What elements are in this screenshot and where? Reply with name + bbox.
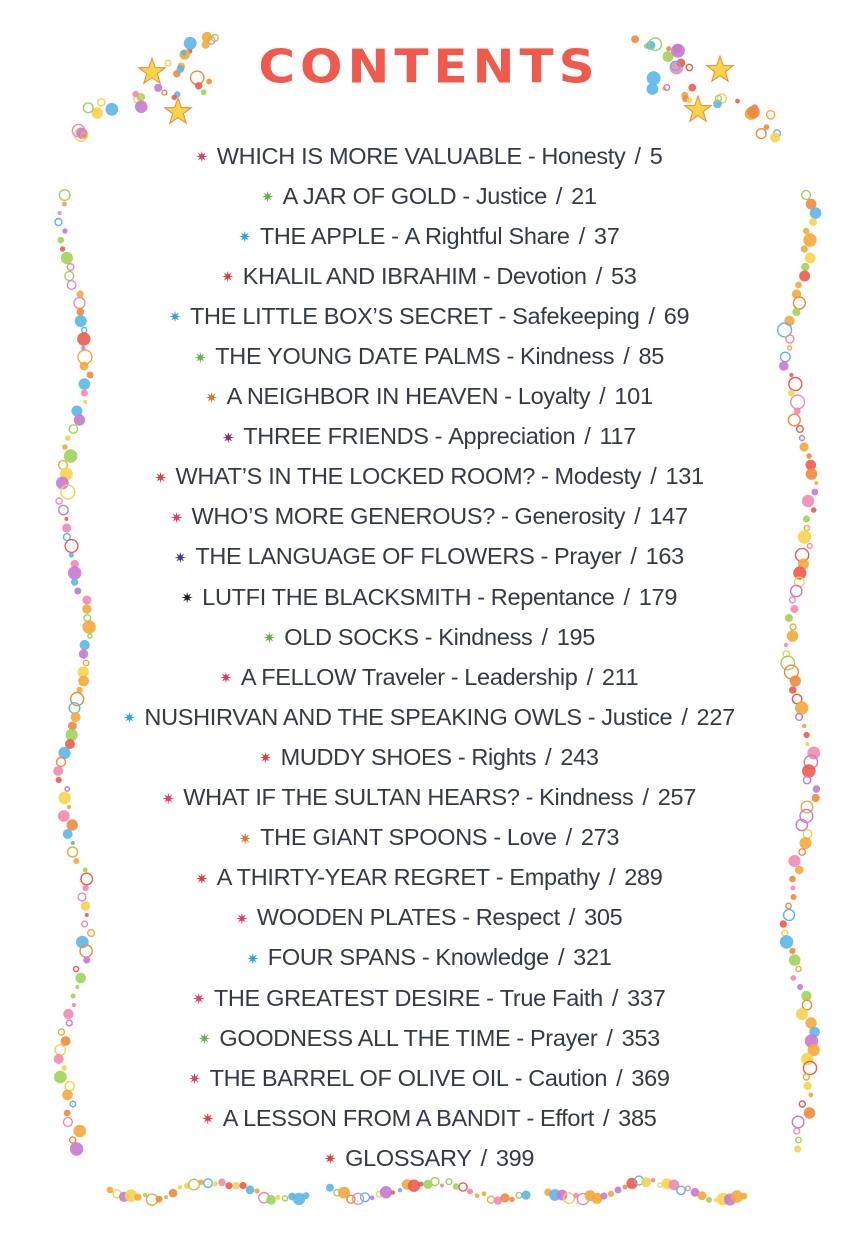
dash-separator: - — [421, 944, 430, 971]
bubble-decoration — [239, 1182, 246, 1189]
bubble-decoration — [198, 1179, 204, 1185]
bubble-decoration — [475, 1193, 480, 1198]
slash-separator: / — [565, 824, 572, 851]
dash-separator: - — [541, 463, 549, 490]
dash-separator: - — [525, 784, 534, 811]
star-bullet-icon: ✷ — [238, 830, 252, 848]
star-bullet-icon: ✷ — [180, 590, 194, 608]
star-bullet-icon: ✷ — [262, 630, 276, 648]
entry-theme: Justice — [601, 703, 673, 730]
bubble-decoration — [266, 1195, 276, 1205]
bubble-decoration — [467, 1188, 473, 1194]
slash-separator: / — [586, 663, 593, 690]
toc-entry[interactable] — [0, 417, 858, 457]
slash-separator: / — [623, 583, 630, 610]
bubble-decoration — [482, 1191, 487, 1196]
dash-separator: - — [587, 703, 596, 730]
entry-theme: A Rightful Share — [404, 222, 570, 249]
bubble-decoration — [361, 1193, 370, 1202]
entry-theme: Knowledge — [435, 944, 549, 971]
entry-title: OLD SOCKS — [284, 623, 419, 650]
slash-separator: / — [541, 623, 548, 650]
star-bullet-icon: ✷ — [221, 269, 234, 287]
bubble-decoration — [178, 1185, 183, 1190]
entry-page-number: 305 — [584, 904, 623, 931]
star-bullet-icon: ✷ — [261, 189, 274, 207]
dash-separator: - — [526, 1104, 534, 1131]
star-bullet-icon: ✷ — [219, 670, 232, 688]
star-bullet-icon: ✷ — [195, 149, 208, 167]
entry-page-number: 385 — [618, 1104, 657, 1131]
star-bullet-icon: ✷ — [193, 349, 207, 367]
bubble-decoration — [218, 1179, 226, 1187]
entry-theme: Repentance — [490, 583, 615, 610]
bubble-decoration — [246, 1185, 255, 1194]
slash-separator: / — [545, 743, 552, 770]
star-bullet-icon: ✷ — [221, 429, 235, 447]
toc-entry[interactable] — [0, 778, 858, 818]
entry-title: WOODEN PLATES — [256, 904, 457, 931]
bubble-decoration — [107, 1187, 114, 1194]
slash-separator: / — [623, 343, 630, 370]
entry-page-number: 211 — [601, 663, 639, 690]
entry-title: THE LANGUAGE OF FLOWERS — [195, 543, 535, 570]
entry-title: THE LITTLE BOX’S SECRET — [190, 302, 493, 329]
bubble-decoration — [509, 1197, 514, 1202]
dash-separator: - — [450, 663, 459, 690]
entry-title: FOUR SPANS — [267, 944, 416, 971]
entry-title: KHALIL AND IBRAHIM — [242, 262, 477, 289]
toc-entry[interactable] — [0, 1098, 858, 1138]
entry-page-number: 369 — [631, 1064, 670, 1091]
toc-entry[interactable] — [0, 216, 858, 256]
entry-title: WHAT IF THE SULTAN HEARS? — [183, 784, 520, 811]
bubble-decoration — [706, 1197, 712, 1203]
bubble-decoration — [232, 1182, 239, 1189]
bubble-decoration — [380, 1186, 392, 1198]
star-bullet-icon: ✷ — [246, 950, 259, 968]
entry-title: GOODNESS ALL THE TIME — [219, 1024, 511, 1051]
dash-separator: - — [486, 984, 494, 1011]
bubble-decoration — [204, 1179, 213, 1188]
entry-theme: Appreciation — [448, 423, 576, 450]
entry-title: GLOSSARY — [345, 1144, 472, 1171]
bubble-decoration — [747, 106, 760, 119]
entry-theme: Leadership — [464, 663, 578, 690]
entry-theme: Devotion — [496, 262, 587, 289]
bubble-decoration — [303, 1192, 310, 1199]
entry-theme: Kindness — [519, 343, 615, 370]
star-bullet-icon: ✷ — [174, 549, 187, 567]
dash-separator: - — [495, 864, 504, 891]
bubble-decoration — [677, 1186, 685, 1194]
entry-page-number: 399 — [495, 1144, 535, 1171]
bubble-decoration — [156, 1196, 163, 1203]
toc-entry[interactable] — [0, 858, 858, 898]
slash-separator: / — [634, 142, 641, 169]
entry-title: THE BARREL OF OLIVE OIL — [209, 1064, 509, 1091]
entry-page-number: 131 — [665, 463, 704, 490]
entry-theme: Modesty — [554, 463, 642, 490]
entry-page-number: 273 — [580, 824, 620, 851]
slash-separator: / — [611, 984, 619, 1011]
entry-theme: Rights — [471, 743, 537, 770]
entry-page-number: 321 — [573, 944, 612, 971]
bubble-decoration — [459, 1183, 467, 1191]
dash-separator: - — [498, 302, 507, 329]
slash-separator: / — [584, 423, 591, 450]
star-bullet-icon: ✷ — [235, 910, 248, 928]
star-bullet-icon: ✷ — [188, 1071, 201, 1089]
star-bullet-icon: ✷ — [192, 991, 205, 1009]
bubble-decoration — [169, 1189, 178, 1198]
bubble-decoration — [431, 1178, 439, 1186]
entry-title: MUDDY SHOES — [280, 743, 452, 770]
slash-separator: / — [602, 1104, 610, 1131]
bubble-decoration — [641, 1177, 651, 1187]
slash-separator: / — [568, 904, 576, 931]
slash-separator: / — [650, 463, 657, 490]
dash-separator: - — [391, 222, 399, 249]
slash-separator: / — [578, 222, 585, 249]
dash-separator: - — [506, 343, 514, 370]
entry-page-number: 163 — [645, 543, 684, 570]
entry-title: NUSHIRVAN AND THE SPEAKING OWLS — [144, 703, 582, 730]
page-title: CONTENTS — [258, 40, 600, 94]
table-of-contents — [0, 136, 858, 1178]
bubble-decoration — [516, 1192, 522, 1198]
bubble-decoration — [135, 101, 148, 114]
slash-separator: / — [599, 383, 606, 410]
entry-theme: Prayer — [553, 543, 622, 570]
bubble-decoration — [488, 1196, 495, 1203]
bubble-decoration — [164, 1195, 168, 1199]
slash-separator: / — [608, 864, 616, 891]
slash-separator: / — [606, 1024, 613, 1051]
entry-title: WHAT’S IN THE LOCKED ROOM? — [175, 463, 536, 490]
bubble-decoration — [98, 99, 105, 106]
entry-theme: Safekeeping — [512, 302, 640, 329]
bubble-decoration — [408, 1180, 420, 1192]
star-bullet-icon: ✷ — [123, 710, 136, 728]
bubble-decoration — [134, 1194, 141, 1201]
entry-page-number: 69 — [663, 302, 690, 329]
bubble-decoration — [521, 1191, 530, 1200]
slash-separator: / — [480, 1144, 487, 1171]
bubble-decoration — [698, 1191, 707, 1200]
bubble-decoration — [275, 1195, 280, 1200]
star-bullet-icon: ✷ — [259, 750, 272, 768]
bubble-decoration — [212, 1181, 217, 1186]
slash-separator: / — [642, 784, 649, 811]
bubble-decoration — [686, 1186, 691, 1191]
toc-entry[interactable] — [0, 136, 858, 176]
toc-entry[interactable] — [0, 1058, 858, 1098]
bubble-decoration — [767, 111, 775, 119]
entry-theme: Empathy — [509, 864, 600, 891]
entry-theme: Generosity — [514, 503, 626, 530]
entry-title: WHO’S MORE GENEROUS? — [191, 503, 495, 530]
entry-theme: Caution — [528, 1064, 608, 1091]
bubble-decoration — [189, 1179, 200, 1190]
bubble-decoration — [741, 1193, 748, 1200]
toc-entry[interactable] — [0, 657, 858, 697]
entry-page-number: 101 — [614, 383, 653, 410]
entry-page-number: 257 — [657, 784, 696, 811]
star-bullet-icon: ✷ — [198, 1031, 211, 1049]
star-bullet-icon: ✷ — [168, 309, 181, 327]
entry-title: A NEIGHBOR IN HEAVEN — [226, 383, 499, 410]
star-decoration — [165, 98, 192, 123]
toc-entry[interactable] — [0, 176, 858, 216]
bubble-decoration — [282, 1196, 287, 1201]
dash-separator: - — [514, 1064, 523, 1091]
bubble-decoration — [172, 95, 177, 100]
entry-page-number: 195 — [556, 623, 596, 650]
bubble-decoration — [658, 1183, 662, 1187]
dash-separator: - — [527, 142, 536, 169]
toc-entry[interactable] — [0, 978, 858, 1018]
entry-title: THE YOUNG DATE PALMS — [215, 343, 501, 370]
bubble-decoration — [687, 97, 693, 103]
entry-theme: Kindness — [438, 623, 533, 650]
entry-title: A THIRTY-YEAR REGRET — [216, 864, 490, 891]
entry-theme: Love — [506, 824, 557, 851]
bubble-decoration — [500, 1193, 509, 1202]
entry-theme: Respect — [475, 904, 560, 931]
bubble-decoration — [440, 1183, 444, 1187]
toc-entry[interactable] — [0, 577, 858, 617]
bubble-decoration — [370, 1195, 375, 1200]
toc-entry[interactable] — [0, 737, 858, 777]
entry-title: THE GREATEST DESIRE — [213, 984, 481, 1011]
dash-separator: - — [540, 543, 548, 570]
bubble-decoration — [419, 1182, 424, 1187]
bubble-decoration — [615, 1187, 622, 1194]
bubble-decoration — [83, 103, 93, 113]
entry-title: A FELLOW Traveler — [240, 663, 445, 690]
toc-entry[interactable] — [0, 617, 858, 657]
entry-title: THE GIANT SPOONS — [260, 824, 488, 851]
slash-separator: / — [595, 262, 602, 289]
entry-title: LUTFI THE BLACKSMITH — [202, 583, 472, 610]
entry-page-number: 37 — [593, 222, 620, 249]
dash-separator: - — [482, 262, 491, 289]
bubble-decoration — [651, 1178, 656, 1183]
bubble-decoration — [735, 99, 740, 104]
dash-separator: - — [477, 583, 485, 610]
toc-entry[interactable] — [0, 898, 858, 938]
star-bullet-icon: ✷ — [170, 509, 183, 527]
entry-theme: Prayer — [529, 1024, 598, 1051]
toc-entry[interactable] — [0, 697, 858, 737]
slash-separator: / — [681, 703, 688, 730]
entry-title: THE APPLE — [259, 222, 386, 249]
dash-separator: - — [457, 743, 466, 770]
dash-separator: - — [501, 503, 509, 530]
toc-entry[interactable] — [0, 497, 858, 537]
bubble-decoration — [225, 1182, 232, 1189]
dash-separator: - — [504, 383, 512, 410]
dash-separator: - — [462, 182, 470, 209]
toc-entry[interactable] — [0, 818, 858, 858]
bubble-decoration — [326, 1184, 334, 1192]
star-bullet-icon: ✷ — [201, 1111, 214, 1129]
entry-page-number: 53 — [610, 262, 637, 289]
slash-separator: / — [630, 543, 637, 570]
bubble-decoration — [623, 1185, 628, 1190]
dash-separator: - — [516, 1024, 524, 1051]
entry-page-number: 5 — [649, 142, 663, 169]
star-bullet-icon: ✷ — [323, 1151, 337, 1169]
entry-page-number: 147 — [649, 503, 688, 530]
star-bullet-icon: ✷ — [238, 229, 251, 247]
entry-title: A LESSON FROM A BANDIT — [222, 1104, 521, 1131]
slash-separator: / — [555, 182, 563, 209]
entry-theme: Effort — [540, 1104, 594, 1131]
entry-title: THREE FRIENDS — [243, 423, 429, 450]
entry-page-number: 85 — [638, 343, 665, 370]
entry-theme: Kindness — [539, 784, 634, 811]
entry-page-number: 227 — [696, 703, 735, 730]
dash-separator: - — [493, 824, 501, 851]
bubble-decoration — [398, 1188, 402, 1192]
toc-entry[interactable] — [0, 457, 858, 497]
entry-page-number: 337 — [627, 984, 666, 1011]
slash-separator: / — [634, 503, 641, 530]
bubble-decoration — [105, 103, 118, 116]
bubble-decoration — [143, 1193, 147, 1197]
toc-entry[interactable] — [0, 938, 858, 978]
star-bullet-icon: ✷ — [154, 469, 167, 487]
toc-entry[interactable] — [0, 377, 858, 417]
entry-page-number: 179 — [638, 583, 678, 610]
slash-separator: / — [648, 302, 655, 329]
toc-entry[interactable] — [0, 296, 858, 336]
bubble-decoration — [764, 124, 770, 130]
toc-entry[interactable] — [0, 336, 858, 376]
toc-entry[interactable] — [0, 256, 858, 296]
entry-page-number: 289 — [624, 864, 663, 891]
entry-theme: Loyalty — [517, 383, 591, 410]
toc-entry[interactable] — [0, 1138, 858, 1178]
dash-separator: - — [462, 904, 470, 931]
bubble-decoration — [446, 1179, 452, 1185]
dash-separator: - — [424, 623, 433, 650]
star-bullet-icon: ✷ — [205, 389, 218, 407]
entry-page-number: 353 — [621, 1024, 660, 1051]
entry-theme: Honesty — [541, 142, 626, 169]
bubble-decoration — [254, 1188, 259, 1193]
entry-page-number: 243 — [560, 743, 599, 770]
entry-title: WHICH IS MORE VALUABLE — [216, 142, 522, 169]
toc-entry[interactable] — [0, 1018, 858, 1058]
slash-separator: / — [557, 944, 565, 971]
slash-separator: / — [616, 1064, 623, 1091]
bubble-decoration — [391, 1190, 395, 1194]
star-bullet-icon: ✷ — [162, 790, 175, 808]
entry-page-number: 21 — [571, 182, 597, 209]
entry-page-number: 117 — [599, 423, 637, 450]
dash-separator: - — [434, 423, 443, 450]
entry-theme: Justice — [475, 182, 547, 209]
bubble-decoration — [600, 1192, 607, 1199]
toc-entry[interactable] — [0, 537, 858, 577]
entry-theme: True Faith — [499, 984, 603, 1011]
entry-title: A JAR OF GOLD — [282, 182, 457, 209]
bubble-decoration — [557, 1190, 568, 1201]
star-bullet-icon: ✷ — [195, 870, 208, 888]
bubble-decoration — [608, 1191, 614, 1197]
